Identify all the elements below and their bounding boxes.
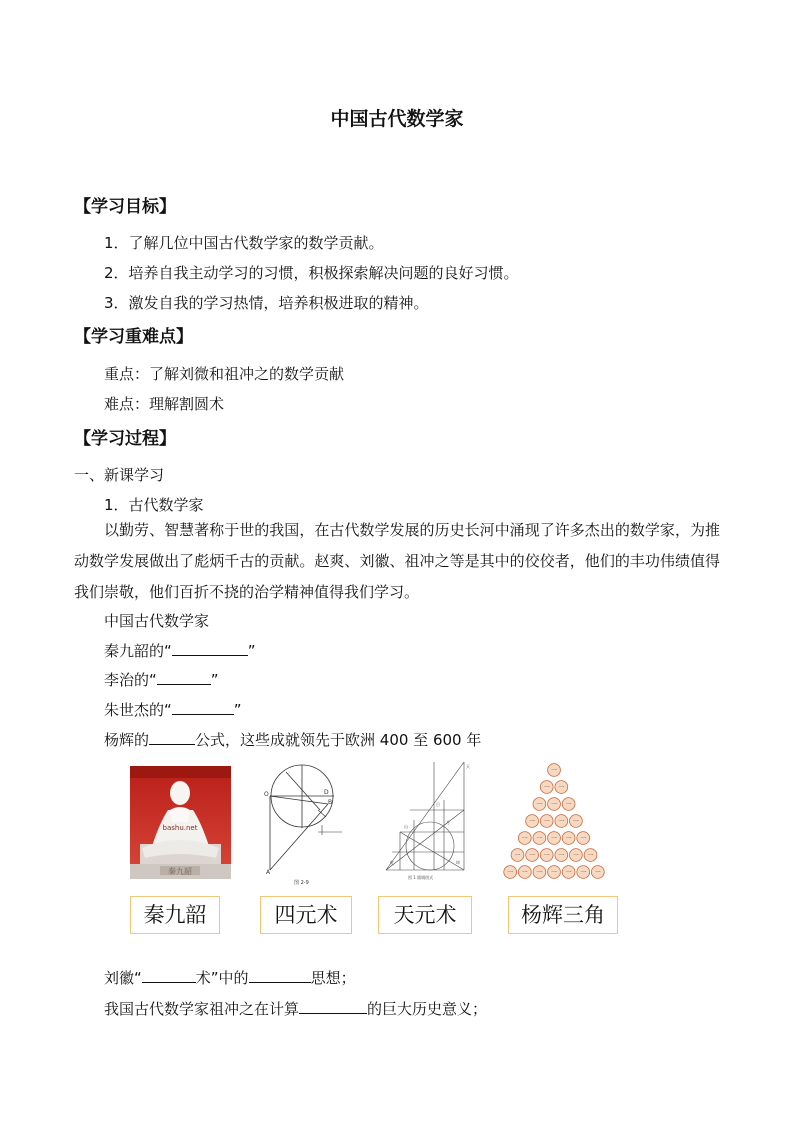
fill-suffix: ” (233, 701, 242, 719)
section-heading-key-points: 【学习重难点】 (74, 327, 193, 347)
triangle-cell-glyph: 一 (580, 869, 587, 877)
svg-text:A: A (266, 869, 271, 876)
triangle-cell-glyph: 一 (558, 784, 565, 792)
triangle-cell-glyph: 一 (536, 801, 543, 809)
svg-text:月: 月 (446, 820, 450, 825)
fill-prefix: 我国古代数学家祖冲之在计算 (104, 1000, 300, 1018)
goal-item-2: 2．培养自我主动学习的习惯，积极探索解决问题的良好习惯。 (104, 264, 519, 282)
list-title: 中国古代数学家 (104, 612, 210, 630)
qin-jiushao-statue-image (130, 766, 231, 879)
figure-label: 图 2-9 (294, 880, 309, 886)
fill-line-li (104, 669, 219, 690)
answer-blank[interactable] (142, 968, 196, 983)
section-heading-goals: 【学习目标】 (74, 197, 176, 217)
triangle-cell-glyph: 一 (543, 784, 550, 792)
fill-suffix: 公式，这些成就领先于欧洲 400 至 600 年 (195, 731, 482, 749)
fill-middle: 术”中的 (195, 969, 249, 987)
answer-blank[interactable] (299, 999, 367, 1014)
triangle-cell-glyph: 一 (558, 852, 565, 860)
triangle-cell-glyph: 一 (529, 852, 536, 860)
part-heading: 一、新课学习 (74, 466, 165, 484)
section-heading-process: 【学习过程】 (74, 429, 176, 449)
triangle-cell-glyph: 一 (565, 869, 572, 877)
key-point-focus: 重点：了解刘微和祖冲之的数学贡献 (104, 365, 345, 383)
fill-prefix: 李治的“ (104, 671, 157, 689)
triangle-cell-glyph: 一 (521, 869, 528, 877)
triangle-cell-glyph: 一 (507, 869, 514, 877)
yanghui-triangle-image (494, 760, 614, 886)
four-unknowns-diagram (258, 762, 354, 888)
fill-prefix: 朱世杰的“ (104, 701, 172, 719)
triangle-cell-glyph: 一 (550, 835, 558, 843)
triangle-cell-glyph: 一 (565, 801, 572, 809)
fill-prefix: 秦九韶的“ (104, 642, 172, 660)
goal-item-3: 3．激发自我的学习热情，培养积极进取的精神。 (104, 294, 429, 312)
answer-blank[interactable] (249, 968, 311, 983)
triangle-cell-glyph: 一 (514, 852, 521, 860)
triangle-cell-glyph: 一 (580, 835, 587, 843)
tianyuan-diagram (380, 760, 472, 882)
caption-four-unknowns: 四元术 (260, 896, 352, 934)
svg-text:天: 天 (466, 764, 470, 769)
triangle-cell-glyph: 一 (594, 869, 601, 877)
triangle-cell-glyph: 一 (521, 835, 528, 843)
triangle-cell-glyph: 一 (550, 767, 558, 775)
triangle-cell-glyph: 一 (550, 801, 558, 809)
caption-tianyuan: 天元术 (378, 896, 472, 934)
triangle-cell-glyph: 一 (543, 818, 550, 826)
statue-plaque: 秦九韶 (168, 867, 192, 876)
svg-text:山: 山 (404, 824, 408, 829)
caption-yanghui-triangle: 杨辉三角 (508, 896, 618, 934)
key-point-difficulty: 难点：理解割圆术 (104, 395, 225, 413)
svg-text:D: D (324, 789, 329, 796)
svg-text:坤: 坤 (456, 860, 460, 865)
statue-watermark: bashu.net (162, 824, 198, 832)
fill-line-zhu (104, 699, 242, 720)
svg-text:O: O (264, 791, 269, 798)
svg-text:乾: 乾 (390, 860, 394, 865)
goal-item-1: 1．了解几位中国古代数学家的数学贡献。 (104, 234, 384, 252)
fill-prefix: 刘徽“ (104, 969, 142, 987)
svg-text:日: 日 (436, 802, 440, 807)
triangle-cell-glyph: 一 (550, 869, 558, 877)
triangle-cell-glyph: 一 (536, 869, 543, 877)
triangle-cell-glyph: 一 (558, 818, 565, 826)
page-title: 中国古代数学家 (330, 108, 464, 130)
fill-line-zu (104, 998, 487, 1019)
svg-text:B: B (328, 799, 333, 806)
caption-qin-jiushao: 秦九韶 (130, 896, 220, 934)
sub-heading: 1．古代数学家 (104, 496, 204, 514)
fill-prefix: 杨辉的 (104, 731, 150, 749)
triangle-cell-glyph: 一 (536, 835, 543, 843)
fill-line-liu (104, 967, 356, 988)
answer-blank[interactable] (157, 670, 211, 685)
triangle-cell-glyph: 一 (572, 852, 579, 860)
triangle-cell-glyph: 一 (529, 818, 536, 826)
fill-line-yang (104, 729, 481, 750)
triangle-cell-glyph: 一 (572, 818, 579, 826)
triangle-cell-glyph: 一 (565, 835, 572, 843)
figure-label: 图 1 圆城图式 (408, 875, 434, 880)
answer-blank[interactable] (149, 730, 195, 745)
triangle-cell-glyph: 一 (587, 852, 594, 860)
fill-suffix: 的巨大历史意义； (367, 1000, 488, 1018)
fill-line-qin (104, 640, 256, 661)
fill-suffix: 思想； (310, 969, 356, 987)
answer-blank[interactable] (172, 700, 234, 715)
fill-suffix: ” (210, 671, 219, 689)
triangle-cell-glyph: 一 (543, 852, 550, 860)
answer-blank[interactable] (172, 641, 248, 656)
intro-paragraph: 以勤劳、智慧著称于世的我国，在古代数学发展的历史长河中涌现了许多杰出的数学家，为推动数学发展做出了彪炳千古的贡献。赵爽、刘徽、祖冲之等是其中的佼佼者，他们的丰功伟绩值得我们崇敬，他们百折不挠的治学精神值得我们学习。 (74, 521, 720, 601)
fill-suffix: ” (247, 642, 256, 660)
